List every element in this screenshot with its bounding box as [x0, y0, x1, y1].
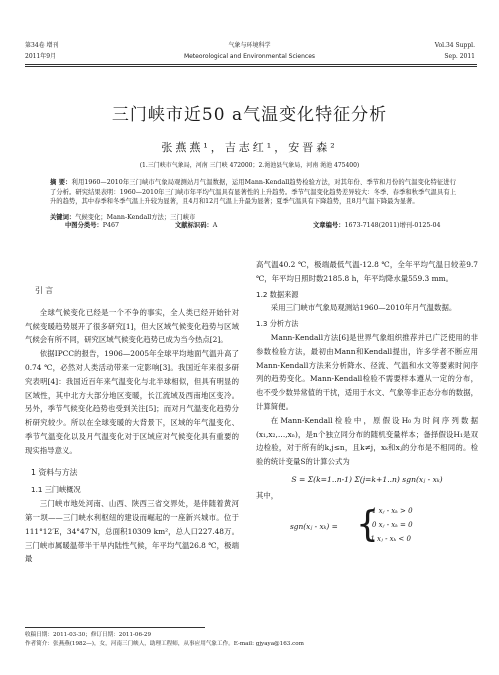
- sgn-case-2: 0 xⱼ - xₖ = 0: [372, 520, 413, 529]
- doc-code-label: 文献标识码：: [175, 222, 213, 229]
- abstract-label: 摘 要：: [50, 179, 72, 186]
- doc-code: [175, 220, 217, 229]
- header-rule-2: [25, 66, 477, 67]
- author-bio: 作者简介：张燕燕(1982—)，女，河南三门峡人，助理工程师，从事应用气象工作。E-mail: gjyaya@163.com: [25, 641, 304, 647]
- header-date-en: Sep. 2011: [444, 53, 475, 60]
- classification-text: P467: [102, 222, 120, 229]
- sgn-lhs: sgn(xⱼ - xₖ) =: [290, 521, 338, 531]
- right-column: [256, 258, 478, 549]
- header-journal-en: Meteorological and Environmental Sciences: [183, 53, 316, 60]
- classification: [65, 220, 119, 229]
- sgn-case-3: -1 xⱼ - xₖ < 0: [368, 534, 411, 543]
- section-1-2-heading: 1.2 数据来源: [256, 289, 299, 299]
- authors: 张燕燕¹，吉志红¹，安晋森²: [161, 141, 338, 154]
- section-1-1-paragraph: 三门峡市地处河南、山西、陕西三省交界处，是伴随着黄河第一坝——三门峡水利枢纽的建设而崛起的一座新兴城市。位于111°12′E，34°47′N，总面积10309 km²，总人口227.48万。三门峡市属暖温带半干旱内陆性气候，年平均气温26.8 ℃，极端最: [25, 499, 239, 564]
- article-number: [313, 220, 441, 229]
- intro-heading: 引 言: [35, 286, 54, 295]
- article-number-text: 1673-7148(2011)增刊-0125-04: [344, 222, 441, 229]
- footnote-rule: [25, 627, 205, 628]
- section-1-2-paragraph: 采用三门峡市气象局观测站1960—2010年月气温数据。: [270, 303, 457, 313]
- header-date: 2011年9月: [25, 53, 57, 60]
- formula-s: S = Σ(k=1..n-1) Σ(j=k+1..n) sgn(xⱼ - xₖ): [291, 474, 443, 484]
- header-journal-cn: 气象与环境科学: [228, 42, 271, 49]
- section-1-heading: 1 资料与方法: [31, 467, 78, 477]
- doc-code-text: A: [212, 222, 218, 229]
- affiliation: (1.三门峡市气象局，河南 三门峡 472000；2.渑池县气象局，河南 渑池 475400): [139, 162, 360, 169]
- left-column: [25, 258, 239, 566]
- received-date: 收稿日期：2011-03-30；修订日期：2011-06-29: [25, 632, 152, 638]
- header-volume-en: Vol.34 Suppl.: [434, 42, 475, 49]
- keywords-text: 气候变化；Mann-Kendall方法；三门峡市: [75, 214, 196, 221]
- where-label: 其中，: [256, 490, 279, 500]
- section-1-1-heading: 1.1 三门峡概况: [31, 485, 81, 495]
- paper-title: 三门峡市近50 a气温变化特征分析: [111, 105, 388, 125]
- article-number-label: 文章编号：: [313, 222, 345, 229]
- header-rule: [25, 64, 477, 65]
- abstract: [50, 178, 456, 207]
- sgn-formula: [256, 505, 478, 549]
- classification-label: 中图分类号：: [65, 222, 103, 229]
- intro-paragraph-2: 依据IPCC的报告，1906—2005年全球平均地面气温升高了0.74 ℃，必然对人类活动带来一定影响[3]。我国近年来很多研究表明[4]：我国近百年来气温变化与北半球相似，但具有明显的区域性，其中北方大部分地区变暖，长江流域及西南地区变冷。另外，季节气候变化趋势也受到关注[5]；而对月气温变化趋势分析研究较少。所以在全球变暖的大背景下，区域的年气温变化、季节气温变化以及月气温变化对于区域应对气候变化具有重要的现实指导意义。: [25, 349, 239, 455]
- abstract-text: 利用1960—2010年三门峡市气象局观测站月气温数据，运用Mann-Kendall趋势检验方法，对其年份、季节和月份的气温变化特征进行了分析。研究结果表明：1960—2010年三门峡市年平均气温具有显著性的上升趋势。季节气温变化趋势差异较大：冬季、春季和秋季气温具有上升的趋势，其中春季和冬季气温上升较为显著，且4月和12月气温上升最为显著；夏季气温具有下降趋势，且8月气温下降最为显著。: [50, 179, 456, 206]
- intro-paragraph-1: 全球气候变化已经是一个不争的事实，全人类已经开始针对气候变暖趋势展开了很多研究[1]，但大区域气候变化趋势与区域气候会有所不同，研究区域气候变化趋势已成为当今热点[2]。: [25, 307, 239, 345]
- section-1-3-paragraph-1: Mann-Kendall方法[6]是世界气象组织推荐并已广泛使用的非参数检验方法，最初由Mann和Kendall提出，许多学者不断应用Mann-Kendall方法来分析降水、径流、气温和水文等要素时间序列的趋势变化。Mann-Kendall检验不需要样本遵从一定的分布，也不受少数异常值的干扰，适用于水文、气象等非正态分布的数据，计算简便。: [256, 332, 478, 411]
- keywords-label: 关键词：: [50, 214, 76, 221]
- section-1-3-heading: 1.3 分析方法: [256, 319, 299, 329]
- sgn-case-1: 1 xⱼ - xₖ > 0: [372, 506, 413, 515]
- section-1-3-paragraph-2: 在Mann-Kendall检验中，原假设H₀为时间序列数据(x₁,x₂,…,xₙ)，是n个独立同分布的随机变量样本；备择假设H₁是双边检验，对于所有的k,j≤n，且k≠j，xₖ和xⱼ的分布是不相同的。检验的统计变量S的计算公式为: [256, 415, 478, 467]
- climate-paragraph: 高气温40.2 ℃，极端最低气温-12.8 ℃，全年平均气温日较差9.7 ℃，年平均日照时数2185.8 h，年平均降水量559.3 mm。: [256, 260, 478, 283]
- header-volume: 第34卷 增刊: [25, 42, 59, 49]
- brace-glyph: {: [356, 503, 379, 545]
